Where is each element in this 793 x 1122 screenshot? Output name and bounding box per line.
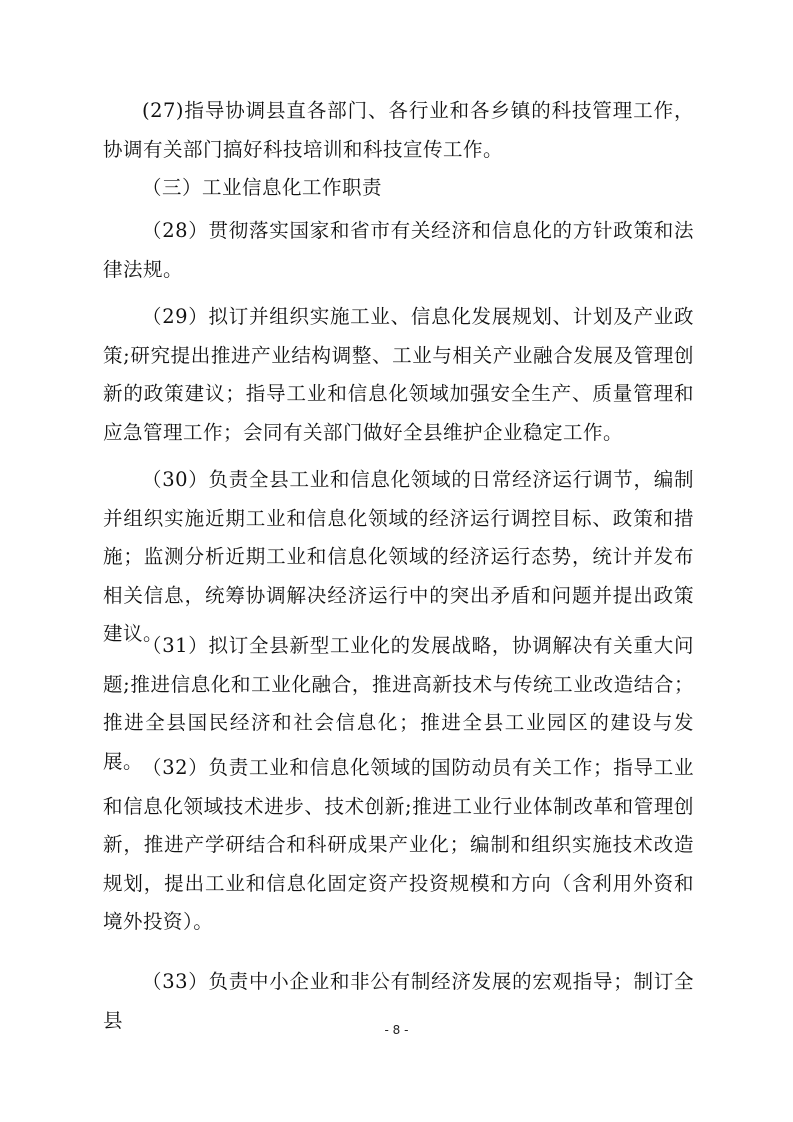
paragraph-32: （32）负责工业和信息化领域的国防动员有关工作；指导工业和信息化领域技术进步、技术创新;推进工业行业体制改革和管理创新，推进产学研结合和科研成果产业化；编制和组织实施技术改造规划，提出工业和信息化固定资产投资规模和方向（含利用外资和境外投资）。 — [103, 756, 694, 933]
page-number: - 8 - — [384, 1023, 409, 1037]
section-heading-3: （三）工业信息化工作职责 — [142, 176, 383, 199]
paragraph-29: （29）拟订并组织实施工业、信息化发展规划、计划及产业政策;研究提出推进产业结构调整、工业与相关产业融合发展及管理创新的政策建议；指导工业和信息化领域加强安全生产、质量管理和应急管理工作；会同有关部门做好全县维护企业稳定工作。 — [103, 305, 694, 444]
paragraph-30: （30）负责全县工业和信息化领域的日常经济运行调节，编制并组织实施近期工业和信息化领域的经济运行调控目标、政策和措施；监测分析近期工业和信息化领域的经济运行态势，统计并发布相关信息，统筹协调解决经济运行中的突出矛盾和问题并提出政策建议。 — [103, 468, 694, 645]
paragraph-31: （31）拟订全县新型工业化的发展战略，协调解决有关重大问题;推进信息化和工业化融合，推进高新技术与传统工业改造结合；推进全县国民经济和社会信息化；推进全县工业园区的建设与发展。 — [103, 634, 694, 773]
paragraph-27: (27)指导协调县直各部门、各行业和各乡镇的科技管理工作，协调有关部门搞好科技培训和科技宣传工作。 — [103, 99, 694, 161]
paragraph-33: （33）负责中小企业和非公有制经济发展的宏观指导；制订全县 — [103, 970, 694, 1032]
paragraph-28: （28）贯彻落实国家和省市有关经济和信息化的方针政策和法律法规。 — [103, 219, 694, 281]
